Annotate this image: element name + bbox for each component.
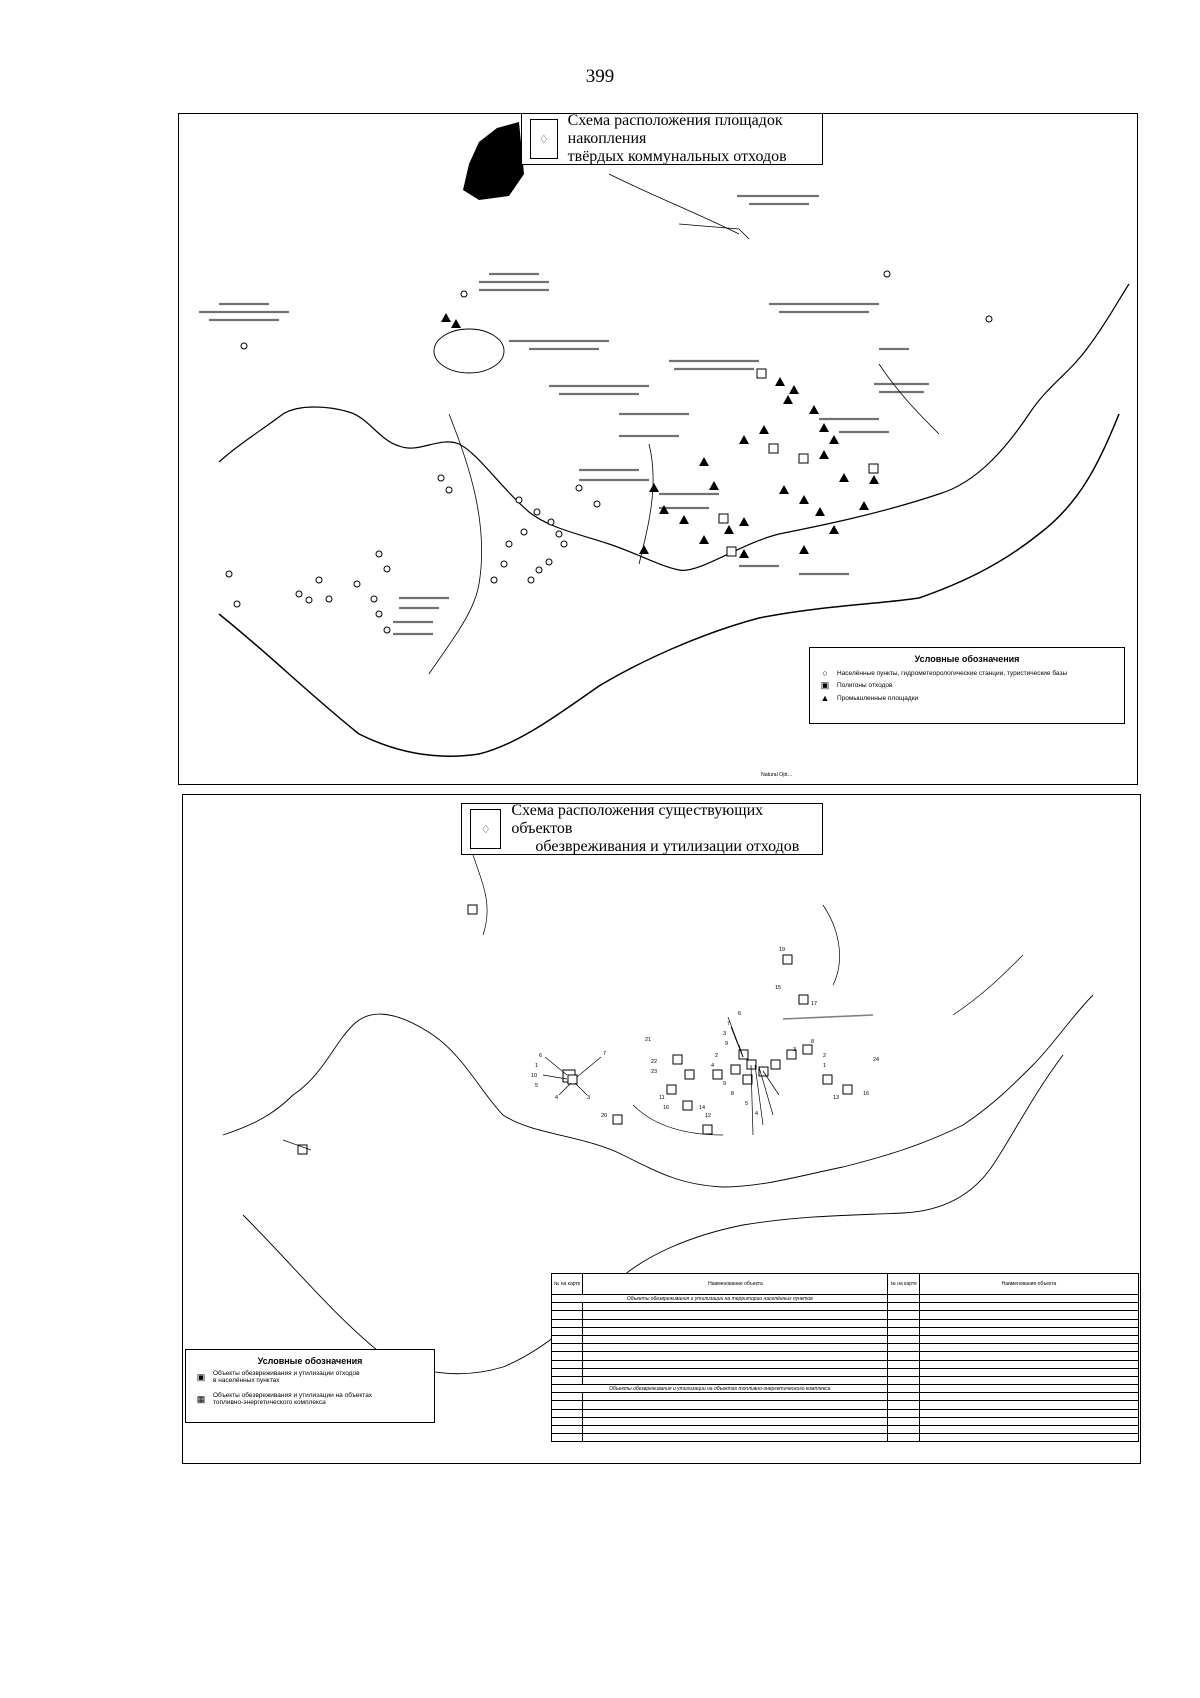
- map2-legend-label: Объекты обезвреживания и утилизации отходов: [213, 1370, 360, 1377]
- map2-title-box: [461, 803, 823, 855]
- map2-title-line1: Схема расположения существующих объектов: [511, 802, 764, 837]
- table-row: [552, 1311, 1139, 1319]
- svg-text:20: 20: [601, 1113, 608, 1119]
- svg-text:8: 8: [811, 1039, 815, 1045]
- map2-legend-label: в населённых пунктах: [213, 1377, 280, 1384]
- svg-text:22: 22: [651, 1059, 658, 1065]
- table-section-title: Объекты обезвреживания и утилизации на объектах топливно-энергетического комплекса: [552, 1385, 888, 1393]
- map2-legend: [185, 1349, 435, 1423]
- table-row: [552, 1434, 1139, 1442]
- svg-text:2: 2: [823, 1053, 827, 1059]
- svg-text:24: 24: [873, 1057, 880, 1063]
- table-row: [552, 1335, 1139, 1343]
- svg-text:23: 23: [651, 1069, 658, 1075]
- svg-text:2: 2: [715, 1053, 719, 1059]
- svg-text:7: 7: [727, 1021, 731, 1027]
- triangle-icon: ▲: [820, 693, 830, 703]
- table-row: [552, 1327, 1139, 1335]
- table-row: [552, 1360, 1139, 1368]
- region-emblem-icon: ♢: [470, 809, 501, 849]
- svg-text:4: 4: [755, 1111, 759, 1117]
- map-waste-treatment-facilities: [182, 794, 1141, 1464]
- svg-text:3: 3: [793, 1047, 797, 1053]
- map1-attribution: Natural Opt…: [761, 772, 793, 778]
- svg-text:5: 5: [535, 1083, 539, 1089]
- map1-legend-title: Условные обозначения: [914, 654, 1020, 664]
- map1-legend-item: [818, 680, 1116, 691]
- map1-legend-label: Населённые пункты, гидрометеорологические станции, туристические базы: [837, 669, 1068, 677]
- svg-text:3: 3: [587, 1095, 591, 1101]
- table-row: [552, 1303, 1139, 1311]
- map2-legend-item: [194, 1370, 426, 1384]
- table-header: Наименование объекта: [583, 1274, 888, 1295]
- table-row: [552, 1426, 1139, 1434]
- svg-text:11: 11: [659, 1095, 665, 1101]
- table-header: Наименование объекта: [919, 1274, 1138, 1295]
- map2-objects-table: [551, 1273, 1139, 1461]
- page-number: 399: [585, 66, 615, 87]
- facility-settlement-icon: ▣: [196, 1371, 206, 1382]
- table-row: [552, 1401, 1139, 1409]
- landfill-icon: ▣: [820, 680, 830, 690]
- map-waste-accumulation-sites: [178, 113, 1138, 785]
- svg-text:1: 1: [535, 1063, 539, 1069]
- svg-text:7: 7: [603, 1051, 607, 1057]
- svg-text:16: 16: [863, 1091, 870, 1097]
- map2-legend-item: [194, 1392, 426, 1406]
- circle-icon: ○: [822, 668, 828, 678]
- table-row: [552, 1368, 1139, 1376]
- svg-text:3: 3: [723, 1031, 727, 1037]
- table-row: [552, 1393, 1139, 1401]
- map1-legend-label: Промышленные площадки: [837, 694, 919, 702]
- svg-text:10: 10: [531, 1073, 538, 1079]
- table-header: № на карте: [552, 1274, 583, 1295]
- map1-title-line2: твёрдых коммунальных отходов: [567, 148, 787, 165]
- table-header: № на карте: [888, 1274, 919, 1295]
- svg-text:4: 4: [711, 1063, 715, 1069]
- facility-energy-icon: ▦: [196, 1393, 206, 1404]
- svg-text:13: 13: [833, 1095, 840, 1101]
- map2-legend-label: Объекты обезвреживания и утилизации на объектах: [213, 1392, 373, 1399]
- map1-title-box: [521, 113, 823, 165]
- svg-text:4: 4: [555, 1095, 559, 1101]
- map1-legend-item: [818, 668, 1116, 678]
- map1-legend: [809, 647, 1125, 724]
- table-row: [552, 1417, 1139, 1425]
- region-emblem-icon: ♢: [530, 119, 558, 159]
- svg-text:21: 21: [645, 1037, 652, 1043]
- svg-text:12: 12: [705, 1113, 712, 1119]
- table-row: [552, 1319, 1139, 1327]
- svg-text:14: 14: [699, 1105, 706, 1111]
- map1-legend-item: [818, 693, 1116, 703]
- table-row: [552, 1409, 1139, 1417]
- svg-text:6: 6: [738, 1011, 742, 1017]
- svg-text:8: 8: [731, 1091, 735, 1097]
- map2-title-line2: обезвреживания и утилизации отходов: [535, 838, 800, 855]
- svg-text:16: 16: [663, 1105, 670, 1111]
- table-row: [552, 1376, 1139, 1384]
- svg-text:1: 1: [823, 1063, 827, 1069]
- svg-text:15: 15: [775, 985, 782, 991]
- table-row: [552, 1352, 1139, 1360]
- map1-title-line1: Схема расположения площадок накопления: [567, 113, 783, 147]
- svg-text:6: 6: [539, 1053, 543, 1059]
- map1-legend-label: Полигоны отходов: [837, 682, 893, 689]
- table-row: [552, 1344, 1139, 1352]
- svg-text:17: 17: [811, 1001, 818, 1007]
- svg-text:19: 19: [779, 947, 786, 953]
- table-section-title: Объекты обезвреживания и утилизации на территории населённых пунктов: [552, 1295, 888, 1303]
- map2-legend-title: Условные обозначения: [257, 1356, 363, 1366]
- svg-text:9: 9: [725, 1041, 729, 1047]
- map2-legend-label: топливно-энергетического комплекса: [213, 1399, 326, 1406]
- svg-text:5: 5: [745, 1101, 749, 1107]
- svg-text:9: 9: [723, 1081, 727, 1087]
